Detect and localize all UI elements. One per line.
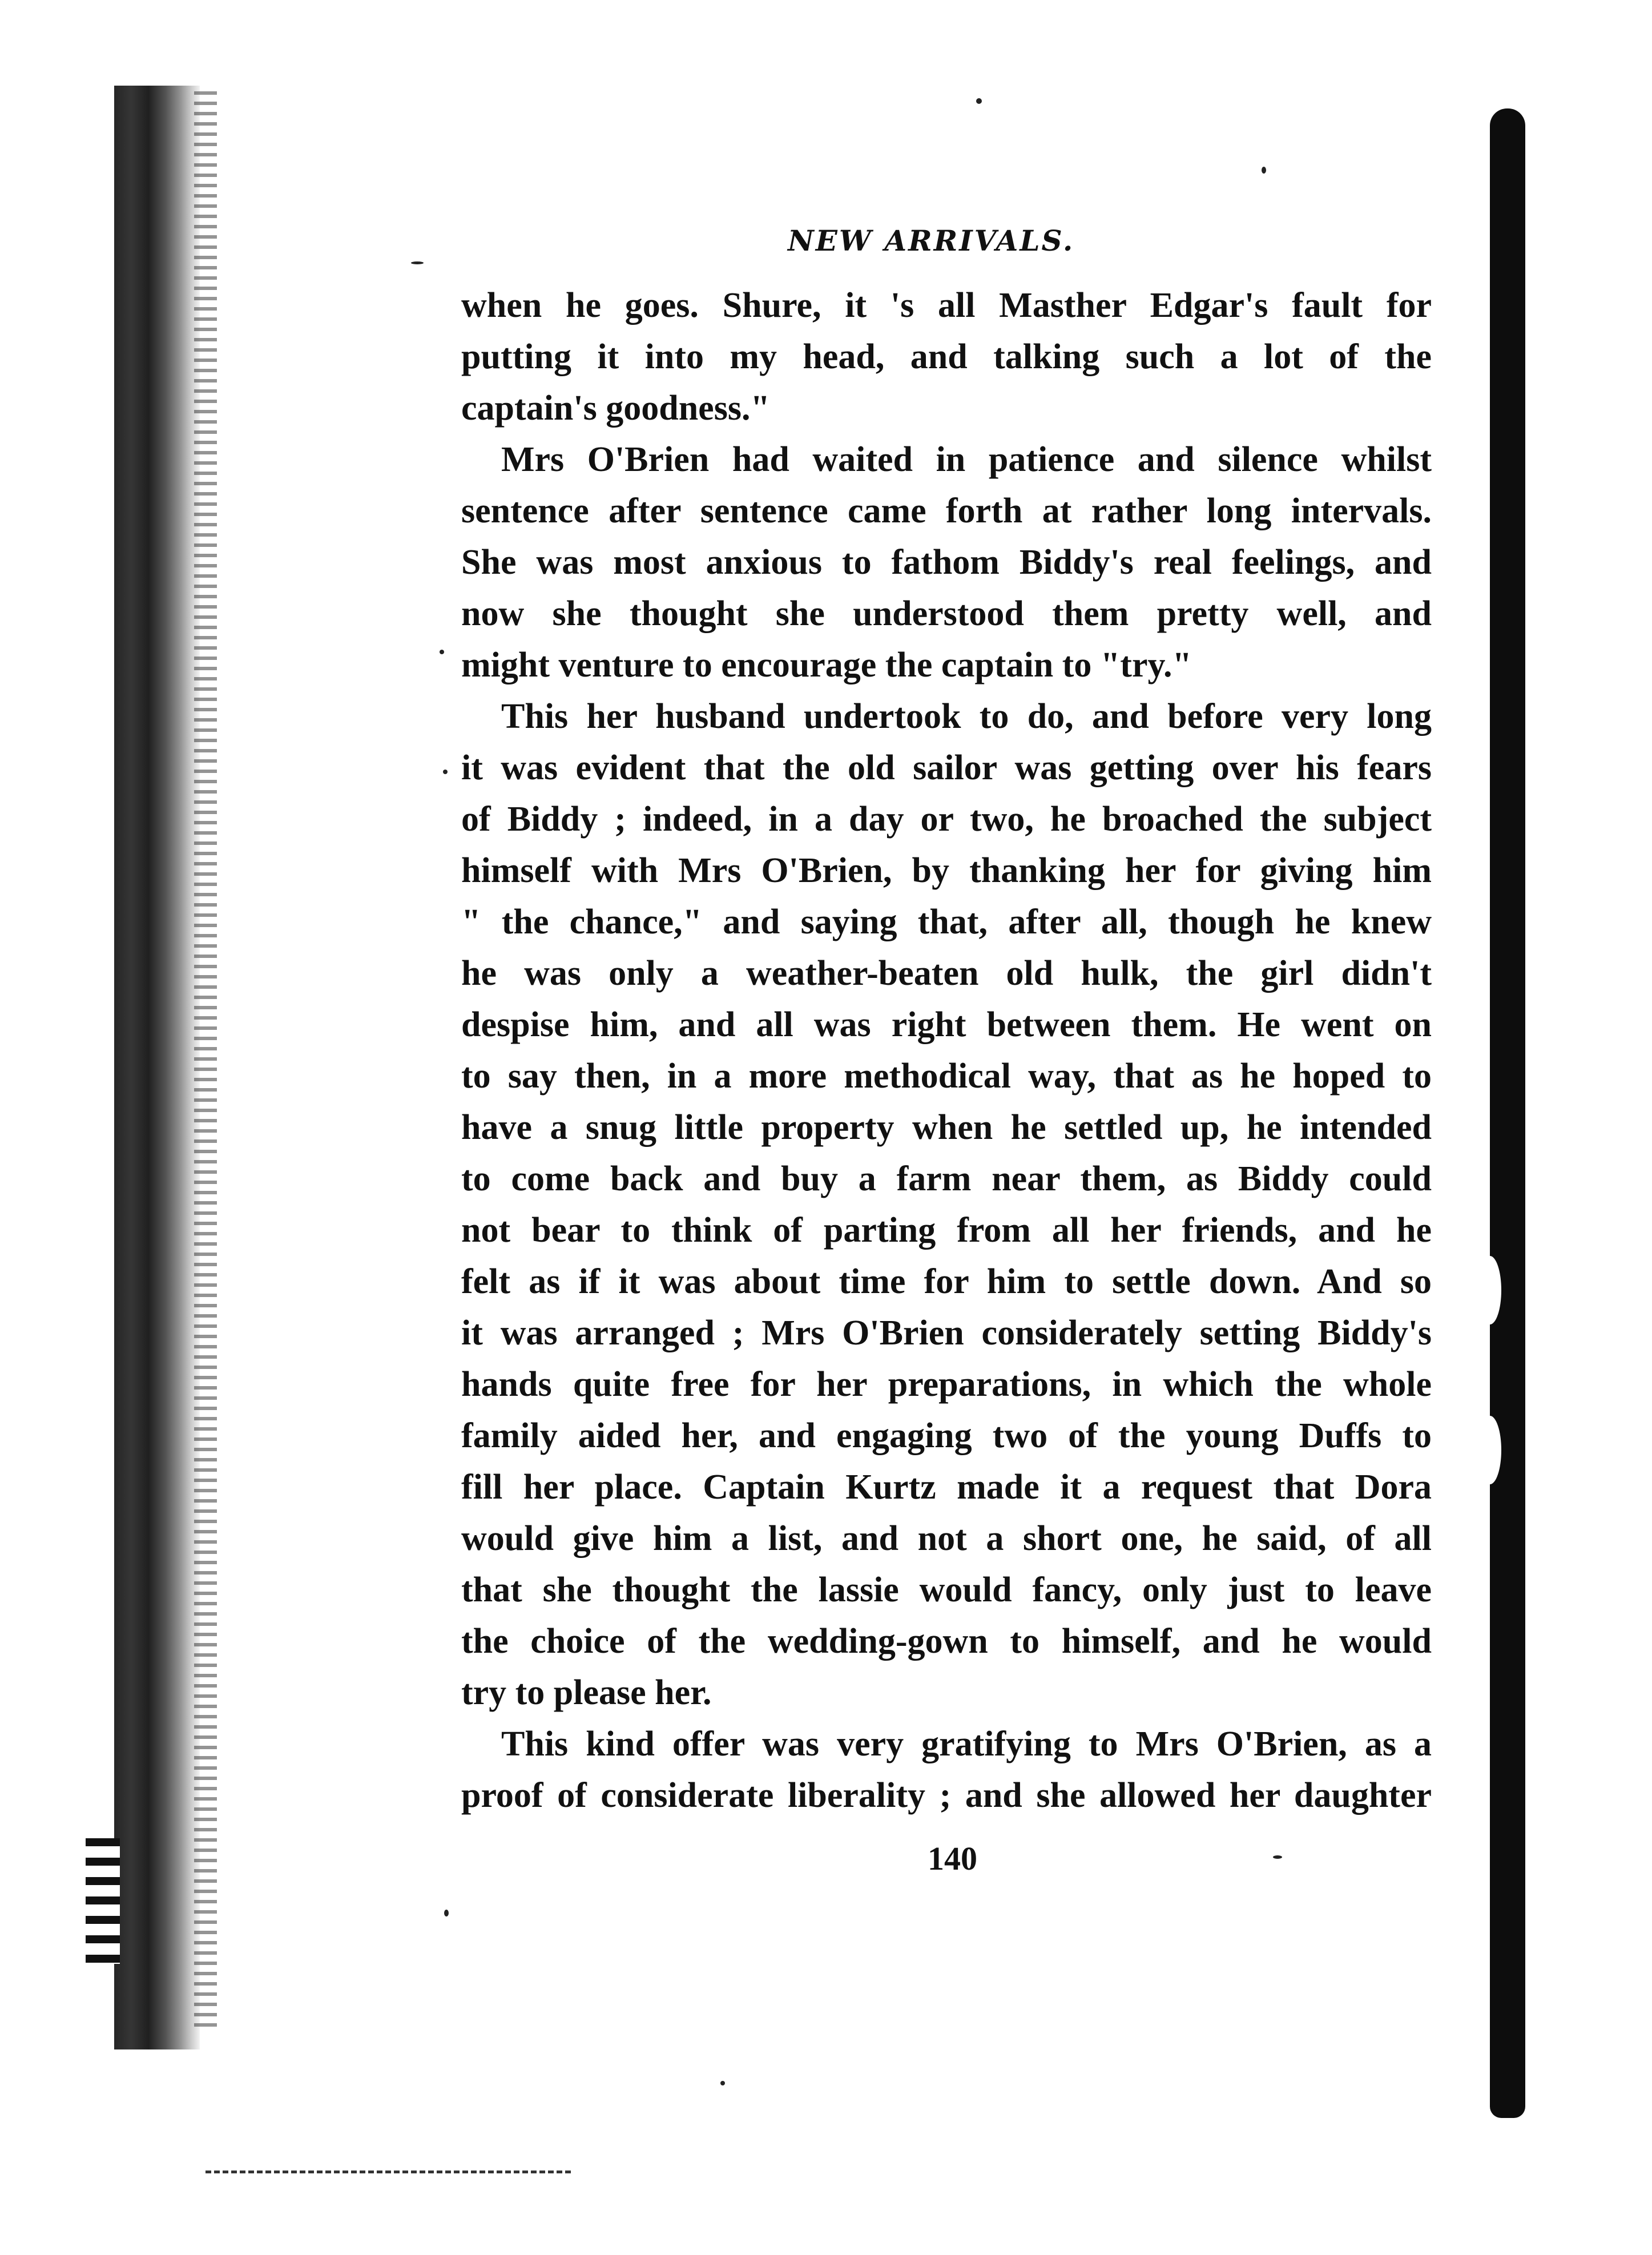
running-head: NEW ARRIVALS. xyxy=(788,224,1075,257)
text-line: now she thought she understood them pretty well, and xyxy=(461,594,1432,633)
text-line: " the chance," and saying that, after all, though he knew xyxy=(461,903,1432,941)
text-line: try to please her. xyxy=(461,1673,712,1712)
text-line: that she thought the lassie would fancy, only just to leave xyxy=(461,1571,1432,1609)
page-number: 140 xyxy=(928,1840,977,1877)
text-line: it was arranged ; Mrs O'Brien considerately setting Biddy's xyxy=(461,1314,1432,1352)
text-line: felt as if it was about time for him to settle down. And so xyxy=(461,1262,1432,1301)
text-line: sentence after sentence came forth at rather long intervals. xyxy=(461,492,1432,530)
scan-speck xyxy=(443,770,448,774)
text-line: of Biddy ; indeed, in a day or two, he broached the subject xyxy=(461,800,1432,839)
left-binding-edge xyxy=(194,91,217,2032)
text-line: the choice of the wedding-gown to himself, and he would xyxy=(461,1622,1432,1661)
text-line: might venture to encourage the captain to "try." xyxy=(461,646,1192,684)
text-line: This kind offer was very gratifying to Mrs O'Brien, as a xyxy=(501,1725,1432,1763)
text-line: This her husband undertook to do, and before very long xyxy=(501,697,1432,736)
scan-speck xyxy=(1262,167,1266,174)
scan-speck xyxy=(444,1910,449,1916)
body-text xyxy=(461,280,1432,1821)
text-line: to say then, in a more methodical way, that as he hoped to xyxy=(461,1057,1432,1096)
scan-speck xyxy=(1273,1855,1282,1859)
text-line: hands quite free for her preparations, in which the whole xyxy=(461,1365,1432,1404)
left-binding-shadow xyxy=(114,86,200,2049)
text-line: despise him, and all was right between them. He went on xyxy=(461,1005,1432,1044)
text-line: proof of considerate liberality ; and she allowed her daughter xyxy=(461,1776,1432,1815)
text-line: fill her place. Captain Kurtz made it a request that Dora xyxy=(461,1468,1432,1507)
text-line: it was evident that the old sailor was getting over his fears xyxy=(461,748,1432,787)
text-line: captain's goodness." xyxy=(461,389,770,428)
right-edge-notch xyxy=(1478,1416,1501,1484)
text-line: himself with Mrs O'Brien, by thanking her for giving him xyxy=(461,851,1432,890)
text-line: family aided her, and engaging two of the young Duffs to xyxy=(461,1416,1432,1455)
text-line: would give him a list, and not a short one, he said, of all xyxy=(461,1519,1432,1558)
text-line: She was most anxious to fathom Biddy's real feelings, and xyxy=(461,543,1432,582)
text-line: he was only a weather-beaten old hulk, the girl didn't xyxy=(461,954,1432,993)
scan-speck xyxy=(720,2081,725,2085)
text-line: to come back and buy a farm near them, as Biddy could xyxy=(461,1159,1432,1198)
text-line: putting it into my head, and talking such a lot of the xyxy=(461,337,1432,376)
text-line: have a snug little property when he settled up, he intended xyxy=(461,1108,1432,1147)
scan-speck xyxy=(411,261,424,264)
scan-speck xyxy=(440,650,444,654)
text-line: not bear to think of parting from all her friends, and he xyxy=(461,1211,1432,1250)
right-scan-edge xyxy=(1490,108,1525,2118)
right-edge-notch xyxy=(1478,1256,1501,1324)
scan-speck xyxy=(976,98,982,104)
text-line: Mrs O'Brien had waited in patience and silence whilst xyxy=(501,440,1432,479)
text-line: when he goes. Shure, it 's all Masther Edgar's fault for xyxy=(461,286,1432,325)
left-scan-ruler xyxy=(86,1838,120,1964)
bottom-scan-line xyxy=(206,2171,571,2173)
